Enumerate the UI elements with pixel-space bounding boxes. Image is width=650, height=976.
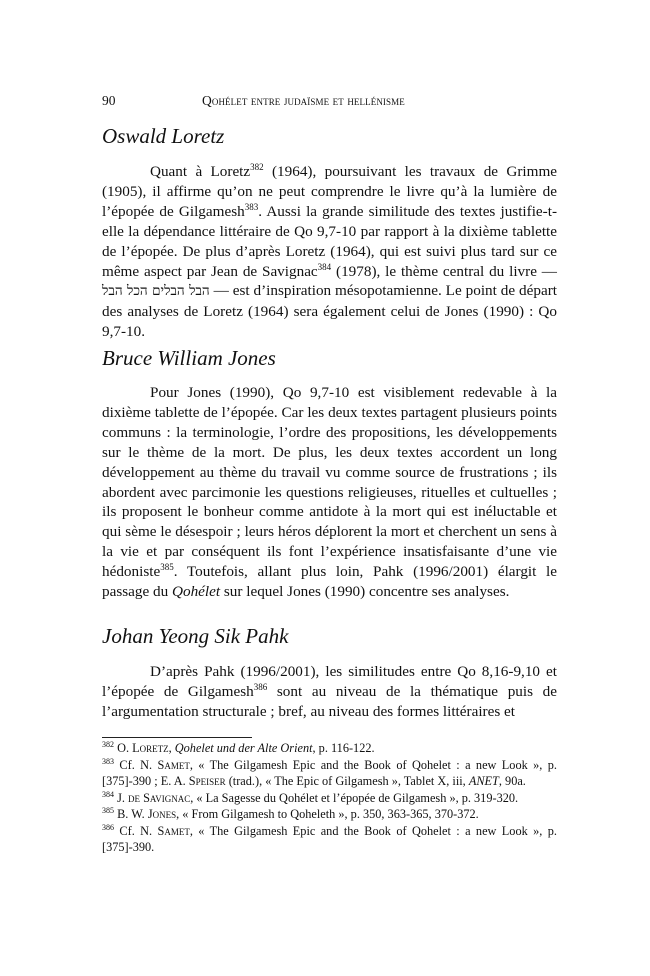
page-number: 90	[102, 93, 116, 108]
footnote-386: $^{386}$ Cf. N. Samet, « The Gilgamesh Epic and the Book of Qohelet : a new Look », p. [375]-390.	[102, 822, 557, 854]
footnote-382: $^{382}$ O. Loretz, Qohelet und der Alte Orient, p. 116-122.	[102, 739, 375, 755]
italic-title-qohelet: Qohélet	[172, 583, 221, 601]
paragraph-pahk: D’après Pahk (1996/2001), les similitudes entre Qo 8,16-9,10 et l’épopée de Gilgamesh$^{386}$ sont au niveau de la thématique puis de l’argumentation structurale ; bref, au niveau des formes littéraires et	[102, 663, 558, 720]
footnote-ref-383[interactable]: 383	[244, 201, 259, 212]
footnote-separator	[102, 737, 252, 738]
footnotes	[102, 740, 557, 856]
paragraph-loretz: Quant à Loretz$^{382}$ (1964), poursuivant les travaux de Grimme (1905), il affirme qu’on ne peut comprendre le livre qu’à la lumière de l’épopée de Gilgamesh$^{383}$. Aussi la grande similitude des textes justifie-t-elle la dépendance littéraire de Qo 9,7-10 par rapport à la dixième tablette de l’épopée. De plus d’après Loretz (1964), qui est suivi plus tard sur ce même aspect par Jean de Savignac$^{384}$ (1978), le thème central du livre — הבל הבלים הכל הבל — est d’inspiration mésopotamienne. Le point de départ des analyses de Loretz (1964) sera également celui de Jones (1990) : Qo 9,7-10.	[102, 161, 558, 341]
footnote-385: $^{385}$ B. W. Jones, « From Gilgamesh to Qoheleth », p. 350, 363-365, 370-372.	[102, 805, 479, 821]
section-heading-jones: Bruce William Jones	[102, 346, 276, 370]
footnote-ref-386[interactable]: 386	[253, 681, 268, 692]
section-heading-pahk: Johan Yeong Sik Pahk	[102, 624, 289, 648]
running-title: Qohélet entre judaïsme et hellénisme	[202, 93, 405, 108]
footnote-ref-382[interactable]: 382	[250, 161, 264, 172]
footnote-ref-385[interactable]: 385	[160, 562, 174, 573]
footnote-383: $^{383}$ Cf. N. Samet, « The Gilgamesh Epic and the Book of Qohelet : a new Look », p. [375]-390 ; E. A. Speiser (trad.), « The Epic of Gilgamesh », Tablet X, iii, ANET, 90a.	[102, 756, 557, 788]
paragraph-jones: Pour Jones (1990), Qo 9,7-10 est visiblement redevable à la dixième tablette de l’épopée. Car les deux textes partagent plusieurs points communs : la terminologie, l’ordre des propositions, les développements sur le thème de la mort. De plus, les deux textes accordent un long développement au thème du travail vu comme source de frustrations ; ils abordent avec parcimonie les questions religieuses, rituelles et cultuelles ; ils proposent le bonheur comme antidote à la mort qui est inéluctable et qui sème le désespoir ; leurs héros déplorent la mort et cherchent un sens à la vie et par conséquent ils font l’expérience insatisfaisante d’une vie hédoniste$^{385}$. Toutefois, allant plus loin, Pahk (1996/2001) élargit le passage du Qohélet sur lequel Jones (1990) concentre ses analyses.	[102, 384, 557, 601]
running-header	[102, 93, 557, 111]
section-heading-loretz: Oswald Loretz	[102, 124, 225, 148]
footnote-ref-384[interactable]: 384	[317, 261, 332, 272]
hebrew-phrase: הבל הבלים הכל הבל	[102, 283, 210, 300]
footnote-384: $^{384}$ J. de Savignac, « La Sagesse du Qohélet et l’épopée de Gilgamesh », p. 319-320.	[102, 789, 519, 805]
